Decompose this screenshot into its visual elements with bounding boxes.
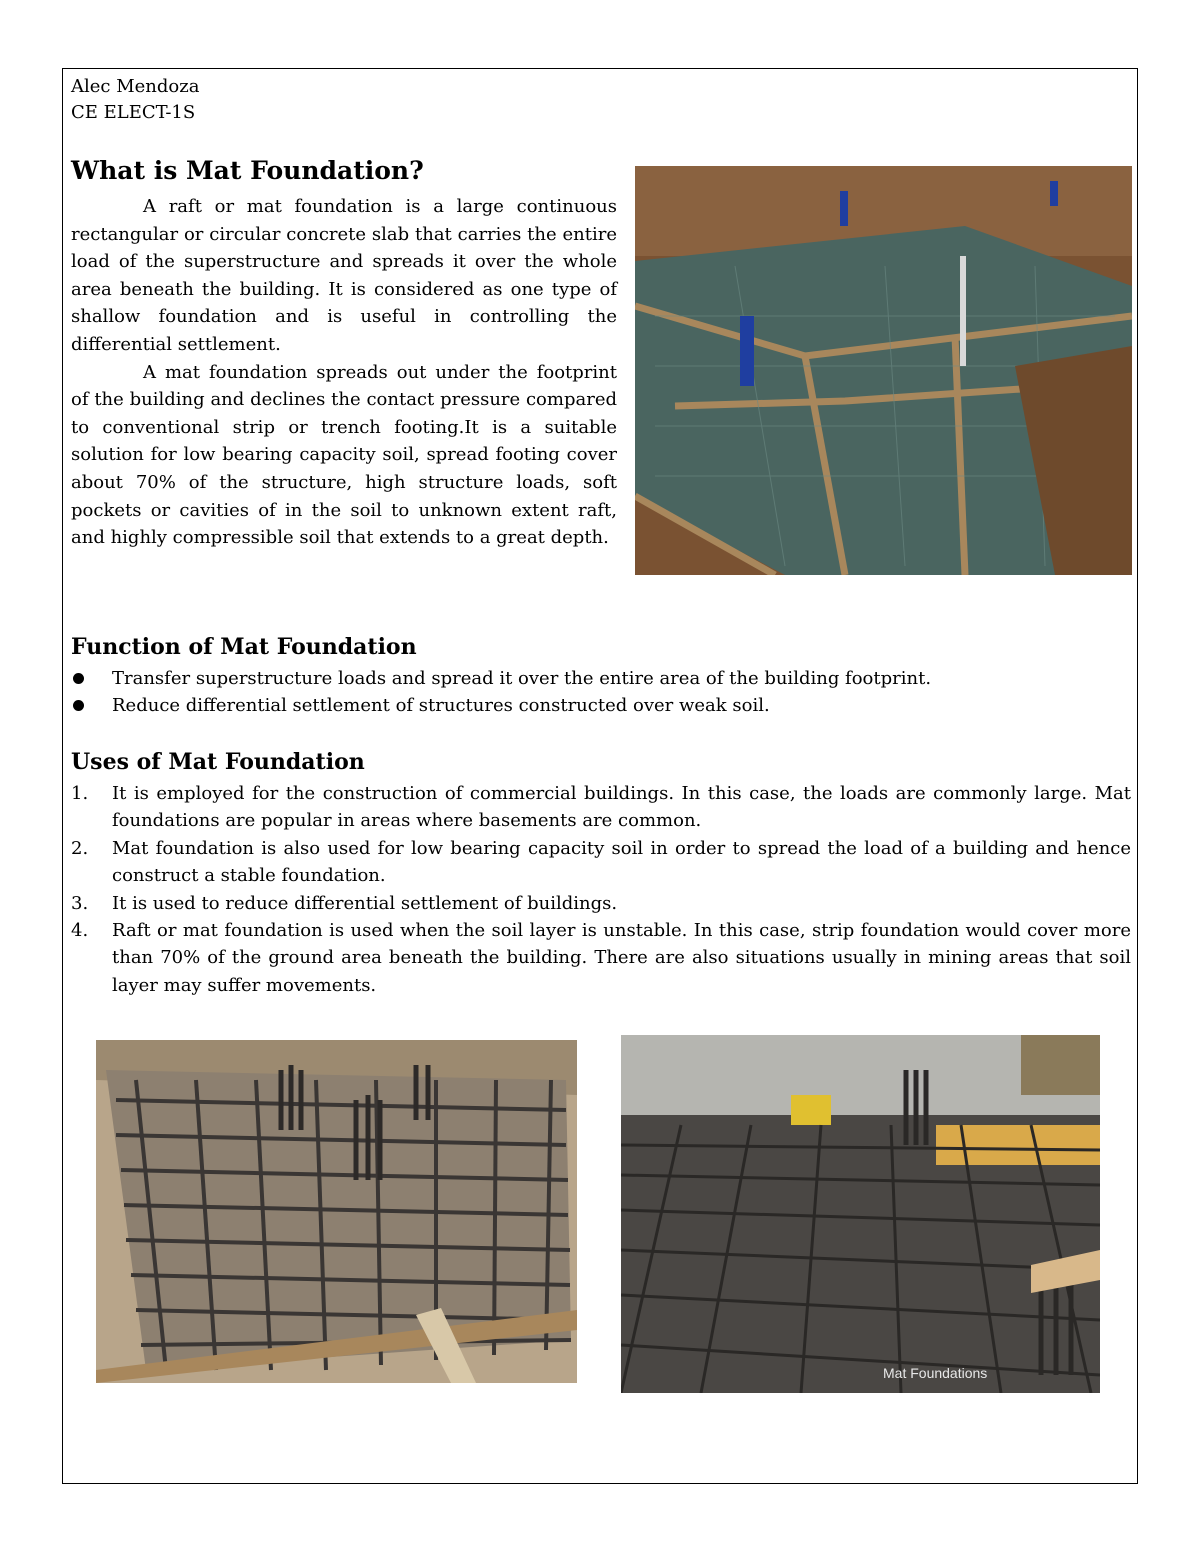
intro-paragraph: A raft or mat foundation is a large continuous rectangular or circular concrete slab that carries the entire load of the superstructure and spreads it over the whole area beneath the building. It is considered as one type of shallow foundation and is useful in controlling the differential settlement.: [71, 196, 617, 355]
function-list: [71, 665, 1131, 719]
author-block: [71, 74, 199, 126]
course-code: CE ELECT-1S: [71, 102, 196, 123]
list-item: 2. Mat foundation is also used for low bearing capacity soil in order to spread the load of a building and hence construct a stable foundation.: [71, 837, 1131, 887]
author-name: Alec Mendoza: [71, 76, 200, 97]
list-item: 3. It is used to reduce differential settlement of buildings.: [71, 892, 618, 914]
section-title-function: Function of Mat Foundation: [71, 634, 417, 660]
intro-paragraph: A mat foundation spreads out under the footprint of the building and declines the contact pressure compared to conventional strip or trench footing.It is a suitable solution for low bearing capacity soil, spread footing cover about 70% of the structure, high structure loads, soft pockets or cavities of in the soil to unknown extent raft, and highly compressible soil that extends to a great depth.: [71, 361, 617, 549]
photo-caption: Mat Foundations: [883, 1365, 988, 1381]
rebar-mat-photo: [621, 1035, 1100, 1393]
bullet-icon: [73, 700, 84, 711]
uses-list: [71, 780, 1131, 999]
rebar-grid-photo: [96, 1040, 577, 1383]
list-item: Transfer superstructure loads and spread it over the entire area of the building footprint.: [71, 665, 1131, 692]
bullet-icon: [73, 673, 84, 684]
list-item: 1. It is employed for the construction of commercial buildings. In this case, the loads are commonly large. Mat foundations are popular in areas where basements are common.: [71, 783, 1131, 832]
section-title-what-is: What is Mat Foundation?: [71, 156, 424, 185]
list-item: Reduce differential settlement of structures constructed over weak soil.: [71, 692, 1131, 719]
mat-foundation-site-photo: [635, 166, 1132, 575]
list-item: 4. Raft or mat foundation is used when the soil layer is unstable. In this case, strip foundation would cover more than 70% of the ground area beneath the building. There are also situations usually in mining areas that soil layer may suffer movements.: [71, 920, 1131, 996]
intro-text: [71, 193, 617, 552]
section-title-uses: Uses of Mat Foundation: [71, 749, 365, 775]
